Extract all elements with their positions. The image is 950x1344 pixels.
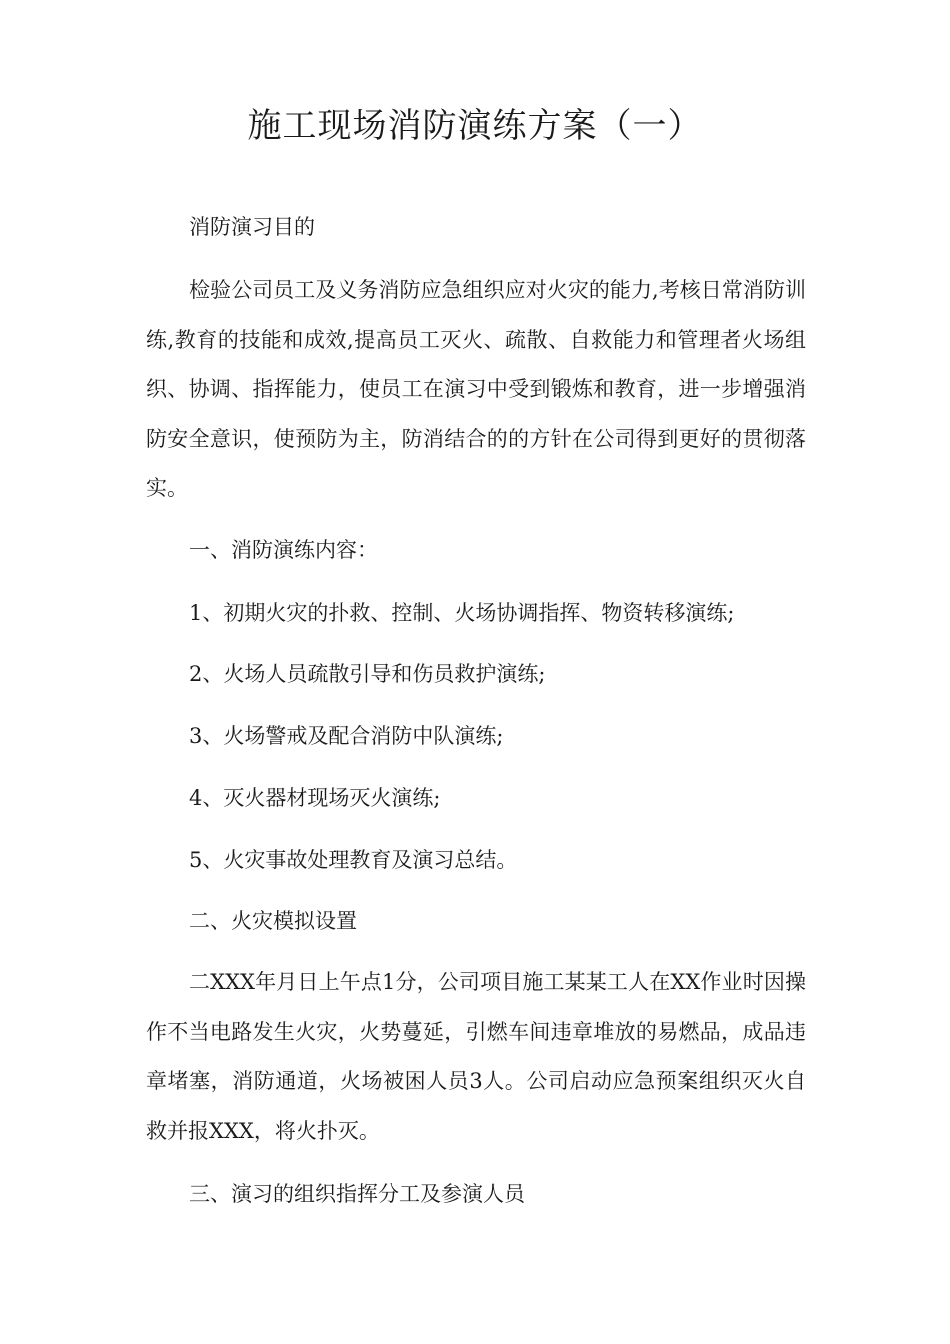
section-heading-2: 二、火灾模拟设置	[189, 909, 357, 933]
list-item: 3、火场警戒及配合消防中队演练;	[189, 724, 504, 748]
purpose-paragraph: 检验公司员工及义务消防应急组织应对火灾的能力,考核日常消防训练,教育的技能和成效,提高员工灭火、疏散、自救能力和管理者火场组织、协调、指挥能力，使员工在演习中受到锻炼和教育，进一步增强消防安全意识，使预防为主，防消结合的的方针在公司得到更好的贯彻落实。	[146, 278, 806, 500]
list-item: 1、初期火灾的扑救、控制、火场协调指挥、物资转移演练;	[189, 601, 735, 625]
scenario-paragraph: 二XXX年月日上午点1分，公司项目施工某某工人在XX作业时因操作不当电路发生火灾，火势蔓延，引燃车间违章堆放的易燃品，成品违章堵塞，消防通道，火场被困人员3人。公司启动应急预案组织灭火自救并报XXX，将火扑灭。	[146, 970, 806, 1143]
section-heading-purpose: 消防演习目的	[189, 215, 315, 239]
list-item: 5、火灾事故处理教育及演习总结。	[189, 848, 518, 872]
section-heading-3: 三、演习的组织指挥分工及参演人员	[189, 1182, 525, 1206]
section-heading-1: 一、消防演练内容：	[189, 538, 378, 562]
list-item: 4、灭火器材现场灭火演练;	[189, 786, 441, 810]
document-title: 施工现场消防演练方案（一）	[247, 106, 703, 146]
list-item: 2、火场人员疏散引导和伤员救护演练;	[189, 662, 546, 686]
